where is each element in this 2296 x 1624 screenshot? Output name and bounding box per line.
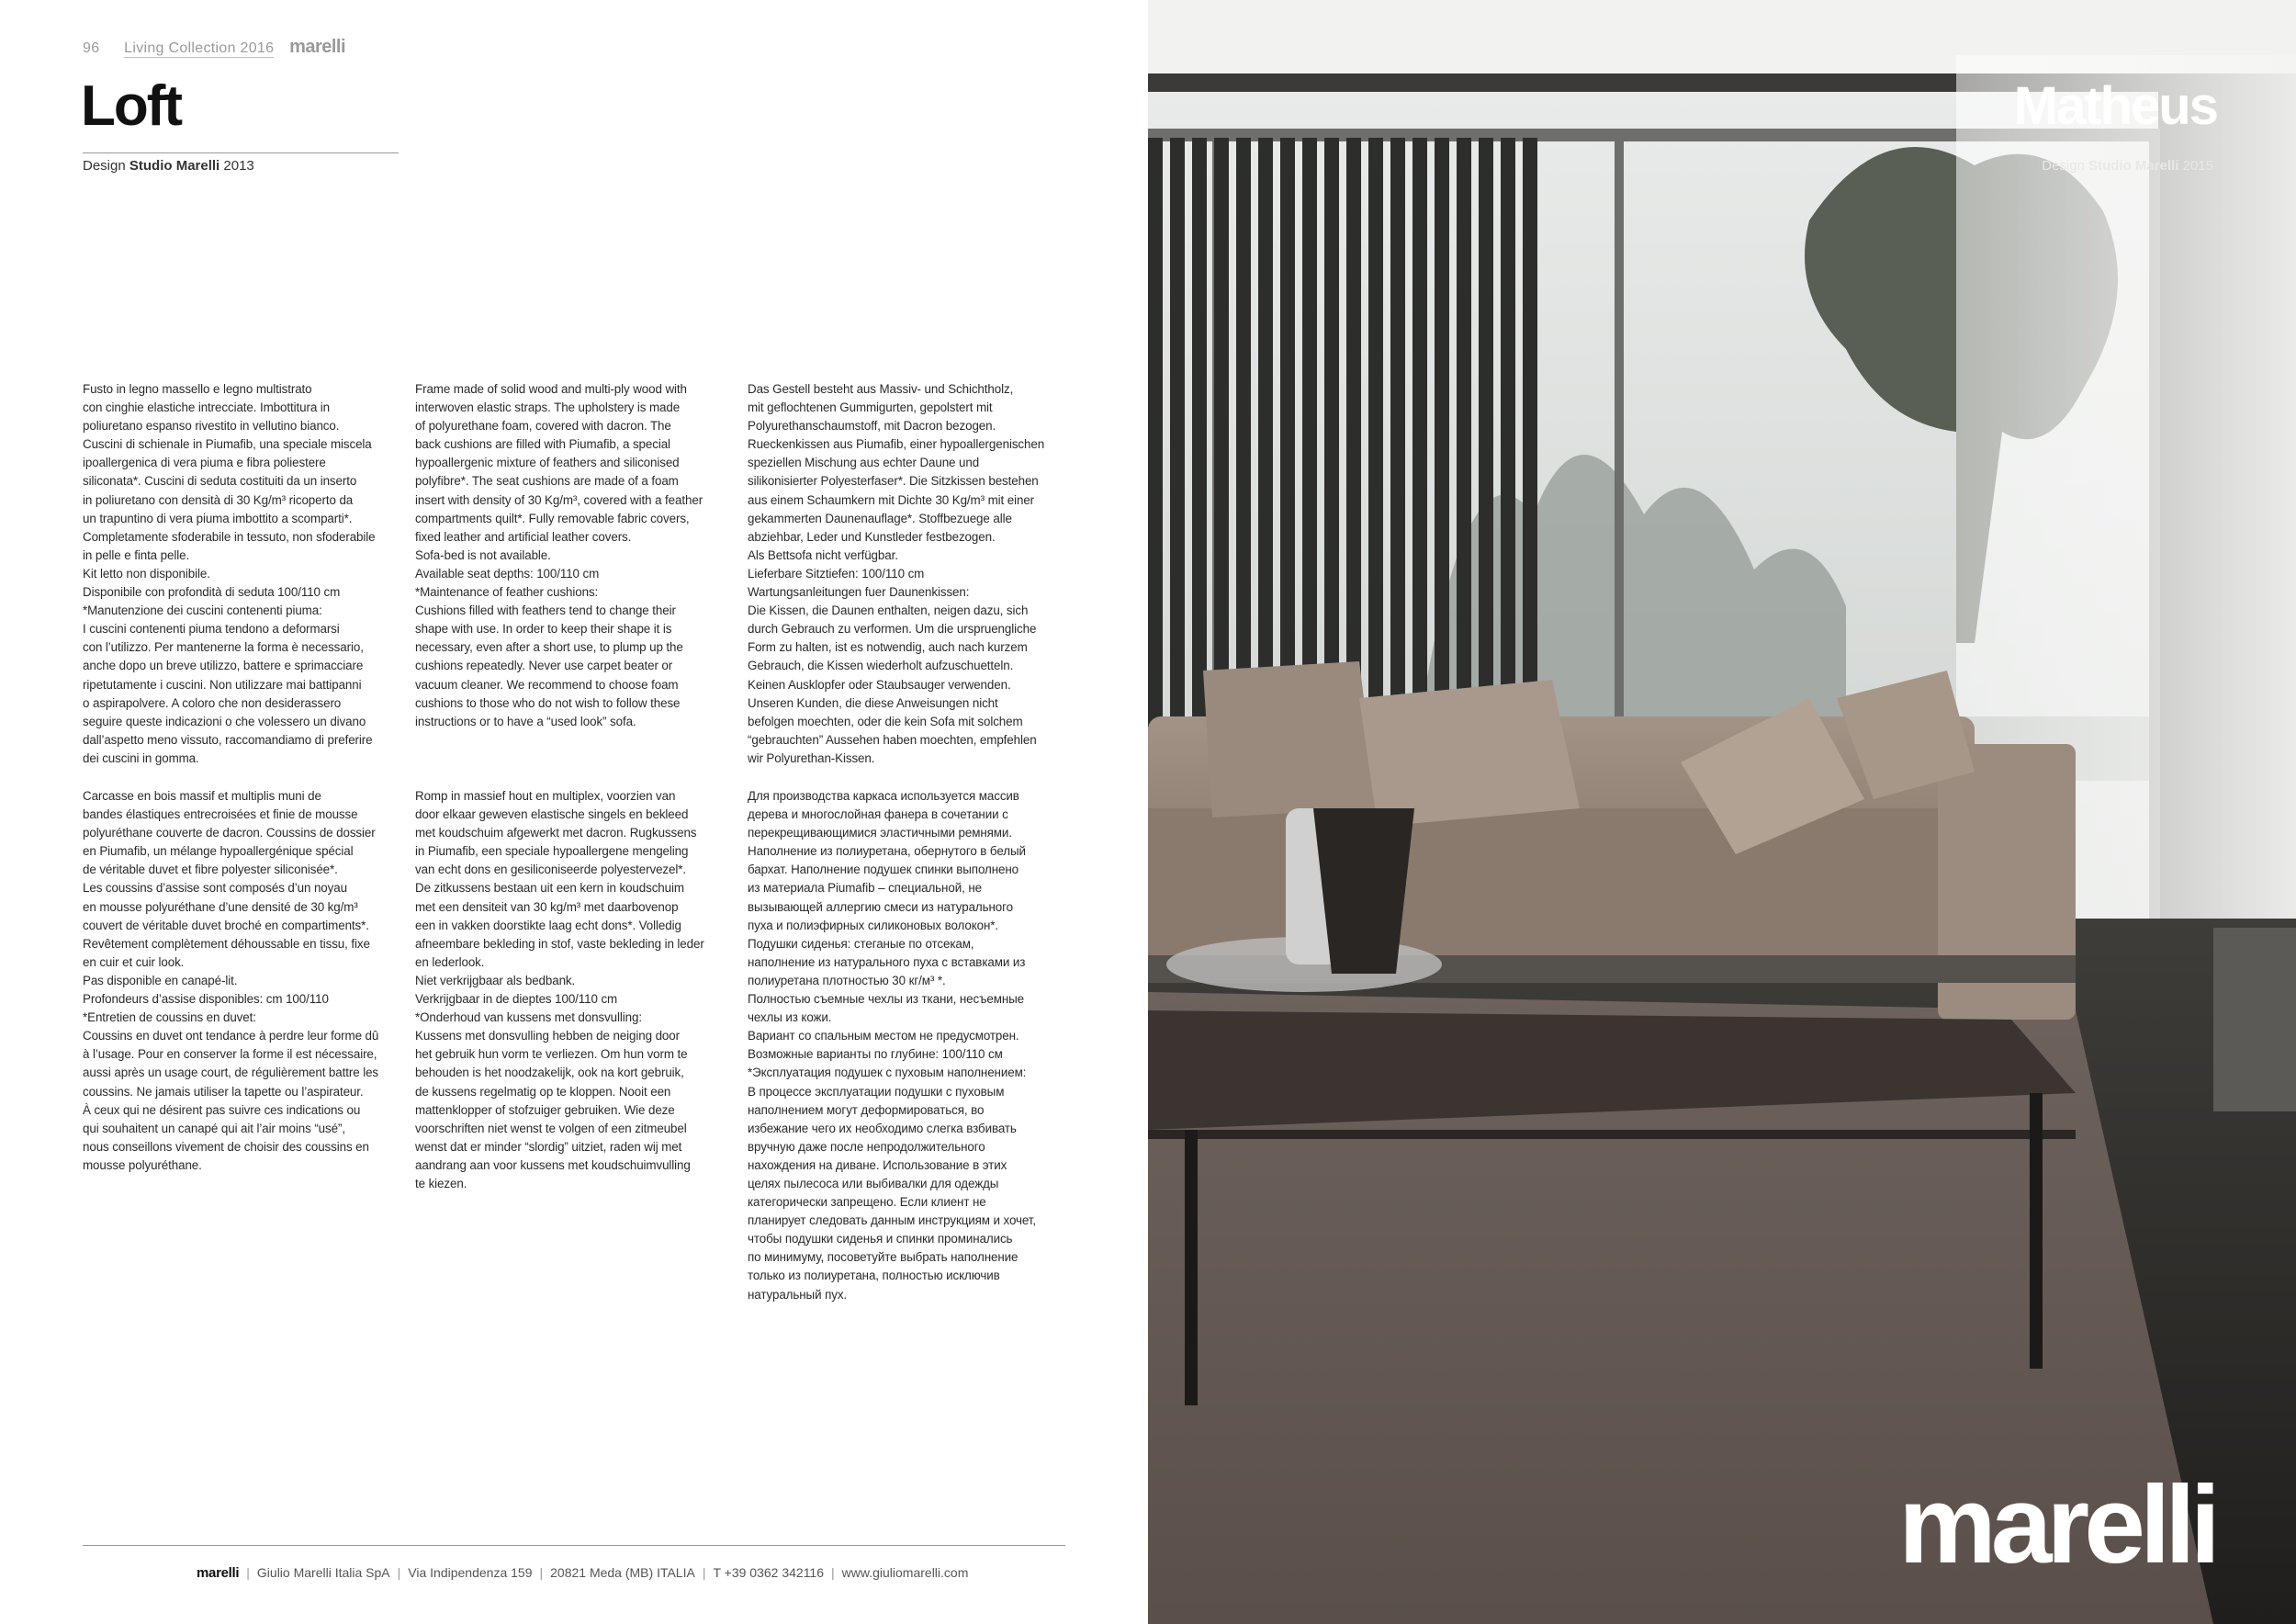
featured-product-title: Matheus	[2013, 76, 2217, 136]
header-brand-logo: marelli	[289, 37, 346, 57]
footer-company: Giulio Marelli Italia SpA	[256, 1565, 390, 1580]
dutch-description: Romp in massief hout en multiplex, voorzien van door elkaar geweven elastische singels en bekleed met koudschuim afgewerkt met dacron. Rugkussens in Piumafib, een speciale hypoallergene mengeling van echt dons en gesiliconiseerde polyestervezel*. De zitkussens bestaan uit een kern in koudschuim met een densiteit van 30 kg/m³ met daarbovenop een in vakken doorstikte laag echt dons*. Volledig afneembare bekleding in stof, vaste bekleding in leder en lederlook. Niet verkrijgbaar als bedbank. Verkrijgbaar in de dieptes 100/110 cm *Onderhoud van kussens met donsvulling: Kussens met donsvulling hebben de neiging door het gebruik hun vorm te verliezen. Om hun vorm te behouden is het noodzakelijk, ook na kort gebruik, de kussens regelmatig op te kloppen. Nooit een mattenklopper of stofzuiger gebruiken. Wie deze voorschriften niet wenst te volgen of een zitmeubel wenst dat er minder “slordig” uitziet, raden wij met aandrang aan voor kussens met koudschuimvulling te kiezen.	[415, 789, 704, 1190]
text-column-french	[83, 787, 400, 1175]
sofa-room-photo	[1148, 0, 2296, 1624]
marelli-logo: marelli	[1898, 1463, 2215, 1586]
design-prefix: Design	[83, 158, 126, 174]
design-studio: Studio Marelli	[129, 158, 220, 174]
text-column-german	[748, 380, 1064, 768]
footer-city: 20821 Meda (MB) ITALIA	[550, 1565, 695, 1580]
italian-description: Fusto in legno massello e legno multistrato con cinghie elastiche intrecciate. Imbottitura in poliuretano espanso rivestito in vellutino bianco. Cuscini di schienale in Piumafib, una speciale miscela ipoallergenica di vera piuma e fibra poliestere siliconata*. Cuscini di seduta costituiti da un inserto in poliuretano con densità di 30 Kg/m³ ricoperto da un trapuntino di vera piuma imbottito a scomparti*. Completamente sfoderabile in tessuto, non sfoderabile in pelle e finta pelle. Kit letto non disponibile. Disponibile con profondità di seduta 100/110 cm *Manutenzione dei cuscini contenenti piuma: I cuscini contenenti piuma tendono a deformarsi con l’utilizzo. Per mantenerne la forma è necessario, anche dopo un breve utilizzo, battere e sprimacciare ripetutamente i cuscini. Non utilizzare mai battipanni o aspirapolvere. A coloro che non desiderassero seguire queste indicazioni o che volessero un divano dall’aspetto meno vissuto, raccomandiamo di preferire dei cuscini in gomma.	[83, 382, 376, 765]
featured-design-year: 2015	[2182, 158, 2213, 174]
text-column-english	[415, 380, 732, 731]
english-description: Frame made of solid wood and multi-ply wood with interwoven elastic straps. The upholstery is made of polyurethane foam, covered with dacron. The back cushions are filled with Piumafib, a special hypoallergenic mixture of feathers and siliconised polyfibre*. The seat cushions are made of a foam insert with density of 30 Kg/m³, covered with a feather compartments quilt*. Fully removable fabric covers, fixed leather and artificial leather covers. Sofa-bed is not available. Available seat depths: 100/110 cm *Maintenance of feather cushions: Cushions filled with feathers tend to change their shape with use. In order to keep their shape it is necessary, even after a short use, to plump up the cushions repeatedly. Never use carpet beater or vacuum cleaner. We recommend to choose foam cushions to those who do not wish to follow these instructions or to have a “used look” sofa.	[415, 382, 703, 728]
running-header	[83, 37, 345, 58]
featured-design-studio: Studio Marelli	[2088, 158, 2179, 174]
featured-design-prefix: Design	[2042, 158, 2085, 174]
text-column-russian	[748, 787, 1064, 1304]
footer-divider	[83, 1545, 1065, 1546]
text-column-dutch	[415, 787, 732, 1193]
footer-phone: T +39 0362 342116	[713, 1565, 825, 1580]
footer: marelli | Giulio Marelli Italia SpA | Via Indipendenza 159 | 20821 Meda (MB) ITALIA | T +39 0362 342116 | www.giuliomarelli.com	[197, 1565, 969, 1581]
collection-name: Living Collection 2016	[124, 40, 275, 56]
footer-address: Via Indipendenza 159	[408, 1565, 533, 1580]
footer-brand: marelli	[197, 1565, 240, 1581]
design-year: 2013	[223, 158, 254, 174]
right-page	[1148, 0, 2296, 1624]
featured-design-credit	[2042, 158, 2213, 174]
french-description: Carcasse en bois massif et multiplis muni de bandes élastiques entrecroisées et finie de mousse polyuréthane couverte de dacron. Coussins de dossier en Piumafib, un mélange hypoallergénique spécial de véritable duvet et fibre polyester siliconisée*. Les coussins d’assise sont composés d’un noyau en mousse polyuréthane d’une densité de 30 kg/m³ couvert de véritable duvet broché en compartiments*. Revêtement complètement déhoussable en tissu, fixe en cuir et cuir look. Pas disponible en canapé-lit. Profondeurs d’assise disponibles: cm 100/110 *Entretien de coussins en duvet: Coussins en duvet ont tendance à perdre leur forme dû à l’usage. Pour en conserver la forme il est nécessaire, aussi après un usage court, de régulièrement battre les coussins. Ne jamais utiliser la tapette ou l’aspirateur. À ceux qui ne désirent pas suivre ces indications ou qui souhaitent un canapé qui ait l’air moins “usé”, nous conseillons vivement de choisir des coussins en mousse polyuréthane.	[83, 789, 379, 1172]
page-number: 96	[83, 40, 100, 56]
design-credit	[83, 158, 254, 174]
product-title: Loft	[81, 74, 182, 138]
footer-website[interactable]: www.giuliomarelli.com	[841, 1565, 969, 1580]
russian-description: Для производства каркаса используется массив дерева и многослойная фанера в сочетании с перекрещивающимися эластичными ремнями. Наполнение из полиуретана, обернутого в белый бархат. Наполнение подушек спинки выполнено из материала Piumafib – специальной, не вызывающей аллергию смеси из натурального пуха и полиэфирных силиконовых волокон*. Подушки сиденья: стеганые по отсекам, наполнение из натурального пуха с вставками из полиуретана плотностью 30 кг/м³ *. Полностью съемные чехлы из ткани, несъемные чехлы из кожи. Вариант со спальным местом не предусмотрен. Возможные варианты по глубине: 100/110 см *Эксплуатация подушек с пуховым наполнением: В процессе эксплуатации подушки с пуховым наполнением могут деформироваться, во избежание чего их необходимо слегка взбивать вручную даже после непродолжительного нахождения на диване. Использование в этих целях пылесоса или выбивалки для одежды категорически запрещено. Если клиент не планирует следовать данным инструкциям и хочет, чтобы подушки сиденья и спинки проминались по минимуму, посоветуйте выбрать наполнение только из полиуретана, полностью исключив натуральный пух.	[748, 789, 1036, 1302]
text-column-italian	[83, 380, 400, 768]
german-description: Das Gestell besteht aus Massiv- und Schichtholz, mit geflochtenen Gummigurten, gepolstert mit Polyurethanschaumstoff, mit Dacron bezogen. Rueckenkissen aus Piumafib, einer hypoallergenischen speziellen Mischung aus echter Daune und silikonisierter Polyesterfaser*. Die Sitzkissen bestehen aus einem Schaumkern mit Dichte 30 Kg/m³ mit einer gekammerten Daunenauflage*. Stoffbezuege alle abziehbar, Leder und Kunstleder festbezogen. Als Bettsofa nicht verfügbar. Lieferbare Sitztiefen: 100/110 cm Wartungsanleitungen fuer Daunenkissen: Die Kissen, die Daunen enthalten, neigen dazu, sich durch Gebrauch zu verformen. Um die urspruengliche Form zu halten, ist es notwendig, auch nach kurzem Gebrauch, die Kissen wiederholt aufzuschuetteln. Keinen Ausklopfer oder Staubsauger verwenden. Unseren Kunden, die diese Anweisungen nicht befolgen moechten, oder die kein Sofa mit solchem “gebrauchten” Aussehen haben moechten, empfehlen wir Polyurethan-Kissen.	[748, 382, 1045, 765]
title-divider	[83, 152, 399, 153]
